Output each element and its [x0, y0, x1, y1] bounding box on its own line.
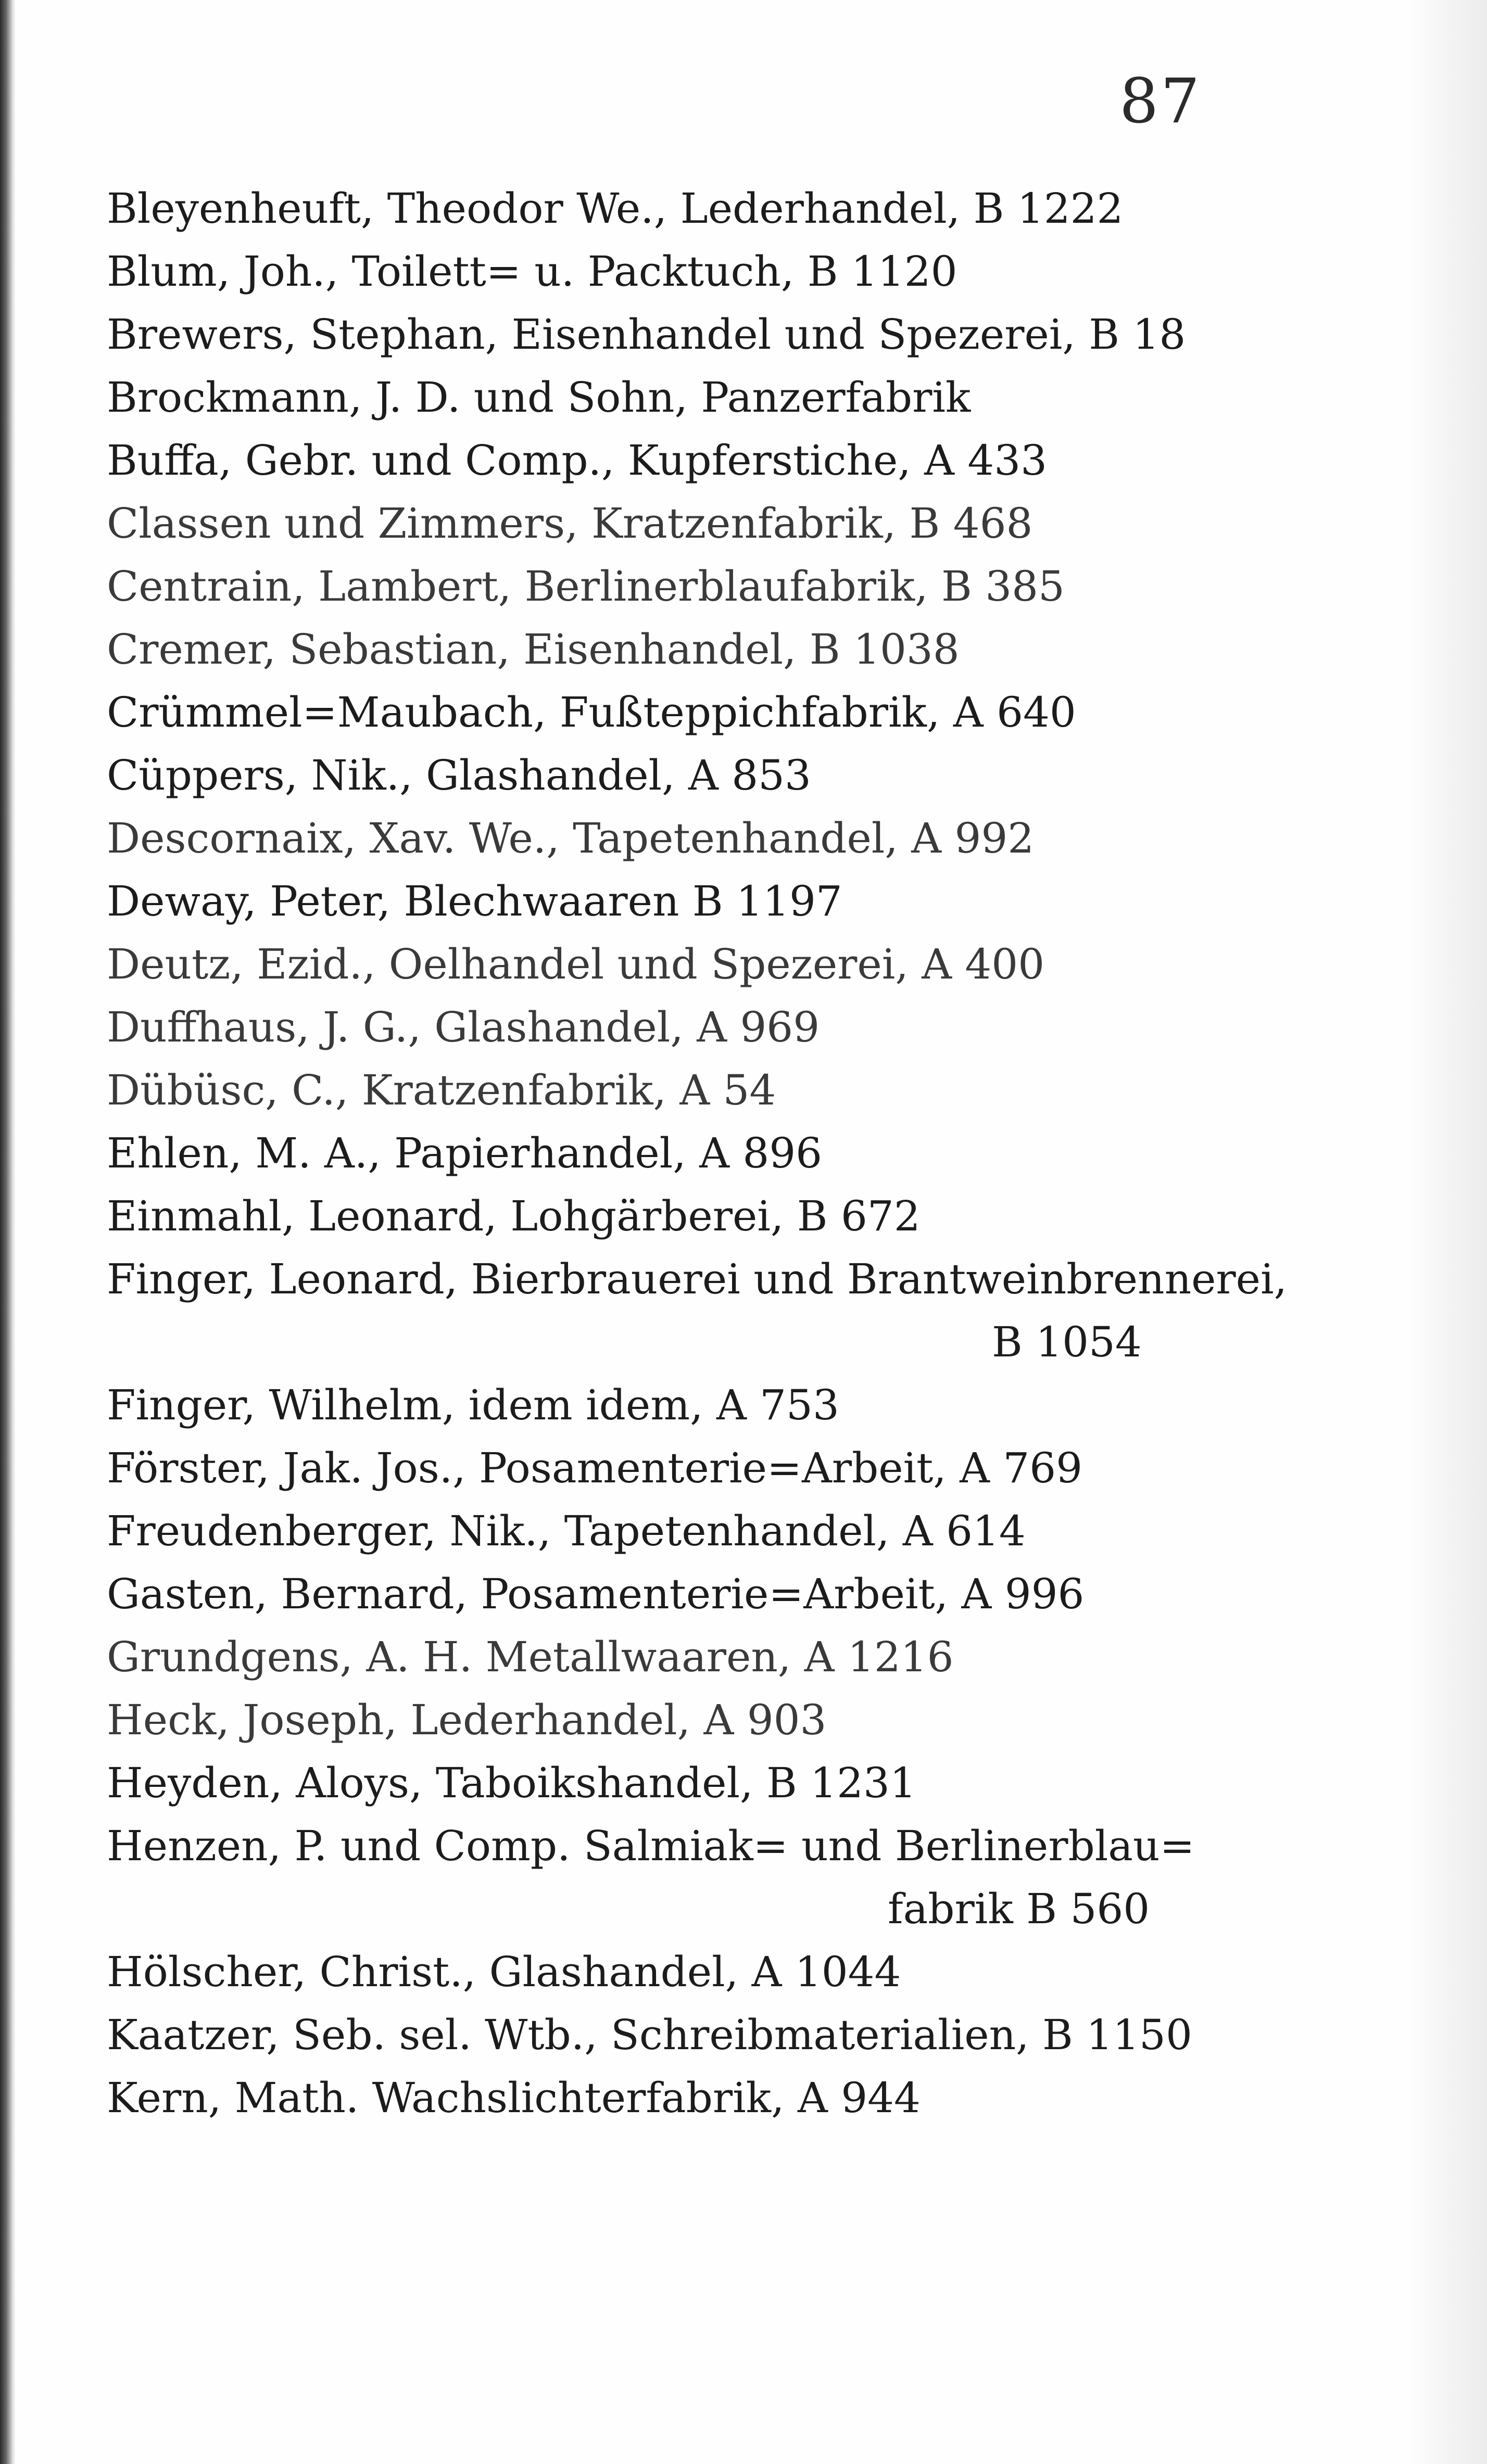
entry-text: Duffhaus, J. G., Glashandel, A 969 — [107, 1003, 820, 1051]
entry-text: Dübüsc, C., Kratzenfabrik, A 54 — [107, 1066, 776, 1114]
directory-entry — [107, 1625, 1320, 1688]
entry-text: Hölscher, Christ., Glashandel, A 1044 — [107, 1948, 901, 1996]
page-binding-shadow — [0, 0, 16, 2464]
directory-entry — [107, 1500, 1320, 1563]
directory-entry — [107, 1940, 1320, 2003]
directory-entry — [107, 996, 1320, 1059]
entry-text: Kern, Math. Wachslichterfabrik, A 944 — [107, 2074, 921, 2122]
entry-text: Blum, Joh., Toilett= u. Packtuch, B 1120 — [107, 247, 957, 296]
directory-entry — [107, 1688, 1320, 1751]
entry-text: Ehlen, M. A., Papierhandel, A 896 — [107, 1129, 823, 1177]
directory-entry — [107, 429, 1320, 492]
entry-text: Crümmel=Maubach, Fußteppichfabrik, A 640 — [107, 688, 1076, 736]
entry-text: Einmahl, Leonard, Lohgärberei, B 672 — [107, 1192, 921, 1240]
directory-entry — [107, 870, 1320, 933]
directory-entry — [107, 240, 1320, 303]
directory-entry — [107, 1059, 1320, 1122]
entry-text: Heck, Joseph, Lederhandel, A 903 — [107, 1696, 827, 1744]
entry-text: Henzen, P. und Comp. Salmiak= und Berlinerblau= — [107, 1822, 1195, 1870]
directory-entry — [107, 555, 1320, 618]
directory-entry — [107, 681, 1320, 744]
entry-text: Finger, Leonard, Bierbrauerei und Brantweinbrennerei, — [107, 1255, 1288, 1303]
directory-entry — [107, 2003, 1320, 2066]
directory-entry — [107, 492, 1320, 555]
entry-text: Freudenberger, Nik., Tapetenhandel, A 614 — [107, 1507, 1026, 1555]
entry-text: Brewers, Stephan, Eisenhandel und Spezerei, B 18 — [107, 310, 1186, 359]
entry-text: Heyden, Aloys, Taboikshandel, B 1231 — [107, 1759, 916, 1807]
entry-text: Grundgens, A. H. Metallwaaren, A 1216 — [107, 1633, 954, 1681]
directory-entry — [107, 933, 1320, 996]
directory-entry — [107, 1751, 1320, 1814]
entry-text: Centrain, Lambert, Berlinerblaufabrik, B 385 — [107, 562, 1065, 611]
entry-text: Brockmann, J. D. und Sohn, Panzerfabrik — [107, 373, 971, 422]
entry-text: Bleyenheuft, Theodor We., Lederhandel, B 1222 — [107, 184, 1124, 233]
directory-entry-list — [107, 177, 1320, 2129]
entry-text: Buffa, Gebr. und Comp., Kupferstiche, A 433 — [107, 436, 1048, 485]
page-edge-shadow — [1409, 0, 1487, 2464]
directory-entry — [107, 744, 1320, 807]
directory-entry — [107, 1185, 1320, 1248]
entry-text: Cüppers, Nik., Glashandel, A 853 — [107, 751, 811, 799]
directory-entry — [107, 366, 1320, 429]
entry-text: Deutz, Ezid., Oelhandel und Spezerei, A 400 — [107, 940, 1045, 988]
entry-text: Descornaix, Xav. We., Tapetenhandel, A 992 — [107, 814, 1035, 862]
entry-text: Förster, Jak. Jos., Posamenterie=Arbeit, A 769 — [107, 1444, 1083, 1492]
directory-entry — [107, 1374, 1320, 1437]
directory-entry — [107, 807, 1320, 870]
directory-entry — [107, 1248, 1320, 1374]
entry-text: Kaatzer, Seb. sel. Wtb., Schreibmaterialien, B 1150 — [107, 2011, 1192, 2059]
directory-entry — [107, 1122, 1320, 1185]
directory-entry — [107, 1563, 1320, 1625]
entry-text: Deway, Peter, Blechwaaren B 1197 — [107, 877, 842, 925]
directory-entry — [107, 1437, 1320, 1500]
entry-text: Cremer, Sebastian, Eisenhandel, B 1038 — [107, 625, 960, 674]
page-number: 87 — [1119, 65, 1202, 137]
directory-entry — [107, 618, 1320, 681]
entry-continuation: B 1054 — [992, 1318, 1142, 1366]
directory-entry — [107, 1814, 1320, 1940]
entry-text: Gasten, Bernard, Posamenterie=Arbeit, A 996 — [107, 1570, 1085, 1618]
entry-text: Classen und Zimmers, Kratzenfabrik, B 468 — [107, 499, 1033, 548]
entry-continuation: fabrik B 560 — [888, 1885, 1150, 1933]
directory-entry — [107, 177, 1320, 240]
directory-entry — [107, 303, 1320, 366]
directory-entry — [107, 2066, 1320, 2129]
entry-text: Finger, Wilhelm, idem idem, A 753 — [107, 1381, 839, 1429]
